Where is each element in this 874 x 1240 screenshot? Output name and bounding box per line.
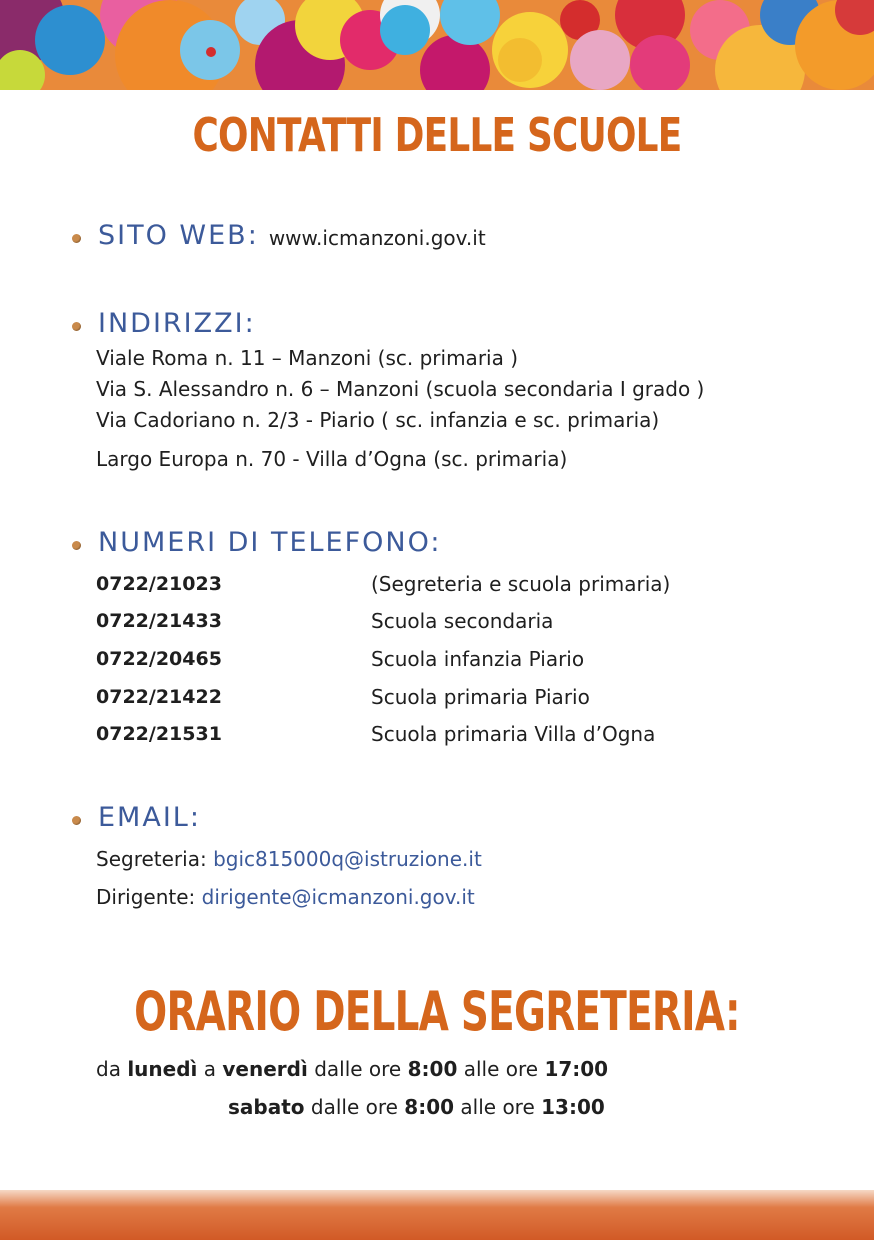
email-segreteria-row	[96, 847, 482, 871]
email-dirigente-row	[96, 885, 475, 909]
phone-number[interactable]: 0722/21422	[96, 686, 222, 708]
schedule-open-time: 8:00	[404, 1095, 455, 1119]
schedule-text: da	[96, 1057, 121, 1081]
schedule-close-time: 17:00	[544, 1057, 609, 1081]
schedule-text: alle ore	[463, 1057, 539, 1081]
schedule-text: dalle ore	[310, 1095, 398, 1119]
email-section-heading	[72, 802, 201, 833]
schedule-start-day: lunedì	[127, 1057, 198, 1081]
phones-section-heading	[72, 527, 441, 558]
phone-description: (Segreteria e scuola primaria)	[371, 572, 671, 596]
bullet-icon	[72, 322, 81, 331]
address-line: Via S. Alessandro n. 6 – Manzoni (scuola secondaria I grado )	[96, 377, 705, 401]
website-label: SITO WEB:	[98, 220, 259, 251]
addresses-section-heading	[72, 308, 256, 339]
schedule-title: ORARIO DELLA SEGRETERIA:	[134, 980, 740, 1043]
phone-number[interactable]: 0722/21531	[96, 723, 222, 745]
schedule-weekday-row	[96, 1057, 608, 1081]
schedule-text: dalle ore	[314, 1057, 402, 1081]
email-label: EMAIL:	[98, 802, 201, 833]
bullet-icon	[72, 816, 81, 825]
phone-description: Scuola primaria Piario	[371, 685, 590, 709]
email-segreteria-label: Segreteria:	[96, 847, 207, 871]
phones-label: NUMERI DI TELEFONO:	[98, 527, 442, 558]
schedule-saturday-row	[228, 1095, 605, 1119]
website-link[interactable]: www.icmanzoni.gov.it	[268, 225, 486, 250]
phone-number[interactable]: 0722/20465	[96, 648, 222, 670]
bullet-icon	[72, 541, 81, 550]
email-dirigente-link[interactable]: dirigente@icmanzoni.gov.it	[201, 885, 475, 909]
page-title: CONTATTI DELLE SCUOLE	[192, 108, 682, 162]
bullet-icon	[72, 234, 81, 243]
phone-description: Scuola infanzia Piario	[371, 647, 585, 671]
phone-description: Scuola secondaria	[371, 609, 554, 633]
address-line: Via Cadoriano n. 2/3 - Piario ( sc. infanzia e sc. primaria)	[96, 408, 660, 432]
schedule-open-time: 8:00	[407, 1057, 458, 1081]
footer-bar	[0, 1190, 874, 1240]
phone-number[interactable]: 0722/21433	[96, 610, 222, 632]
header-banner-image	[0, 0, 874, 90]
schedule-text: a	[203, 1057, 217, 1081]
addresses-label: INDIRIZZI:	[98, 308, 256, 339]
email-segreteria-link[interactable]: bgic815000q@istruzione.it	[213, 847, 482, 871]
phone-number[interactable]: 0722/21023	[96, 573, 222, 595]
email-dirigente-label: Dirigente:	[96, 885, 196, 909]
address-line: Viale Roma n. 11 – Manzoni (sc. primaria )	[96, 346, 519, 370]
address-line: Largo Europa n. 70 - Villa d’Ogna (sc. primaria)	[96, 447, 568, 471]
schedule-end-day: venerdì	[222, 1057, 308, 1081]
schedule-text: alle ore	[460, 1095, 535, 1119]
schedule-saturday-day: sabato	[228, 1095, 305, 1119]
website-section	[72, 220, 486, 251]
schedule-close-time: 13:00	[541, 1095, 605, 1119]
phone-description: Scuola primaria Villa d’Ogna	[371, 722, 656, 746]
